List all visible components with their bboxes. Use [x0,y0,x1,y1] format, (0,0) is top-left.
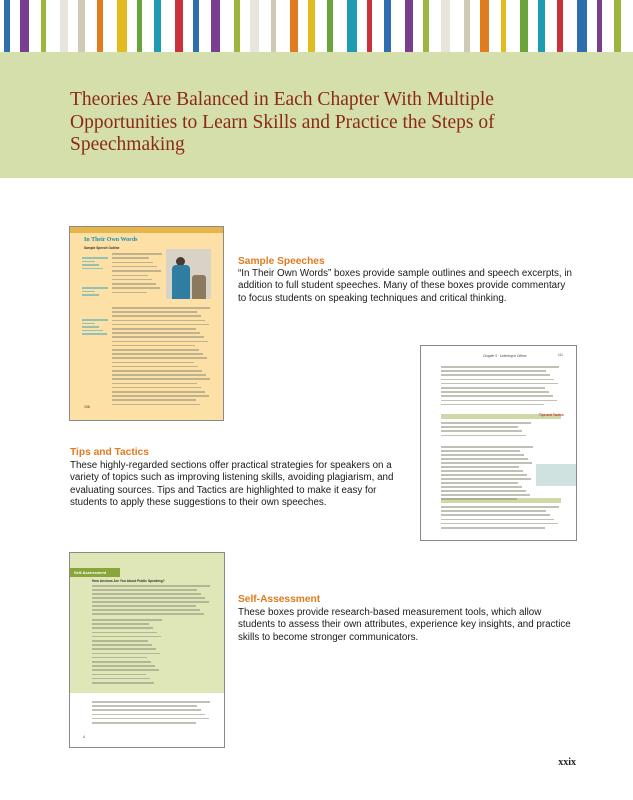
stripe [384,0,391,52]
text-line [441,519,554,521]
text-line [82,261,95,263]
text-line [82,323,95,325]
text-line [112,370,202,372]
text-line [112,395,209,397]
text-line [112,328,196,330]
text-line [441,498,517,500]
text-line [82,291,95,293]
stripe [327,0,333,52]
text-line [92,609,200,611]
text-line [82,333,107,335]
text-line [441,527,545,529]
text-line [92,632,157,634]
text-line [112,279,152,281]
text-line [92,623,149,625]
self-assessment-heading: Self-Assessment [238,594,321,605]
text-line [441,366,559,368]
thumbnail-subtitle: Sample Speech Outline [84,246,120,250]
text-line [92,636,161,638]
text-line [112,345,195,347]
text-line [112,353,203,355]
thumbnail-page-number: 106 [84,405,90,409]
stripe [41,0,46,52]
tips-sidebar-box [536,464,576,486]
text-line [441,400,557,402]
text-line [112,324,209,326]
text-line [441,470,523,472]
text-line [441,506,559,508]
photo-of-speaker [166,249,211,299]
stripe [520,0,528,52]
page-title: Theories Are Balanced in Each Chapter With Multiple Opportunities to Learn Skills and Practice the Steps of Speechmaking [70,89,495,155]
text-line [441,510,546,512]
stripe [78,0,85,52]
text-line [92,661,151,663]
tips-tag: Tips and Tactics [539,413,564,417]
text-line [92,640,148,642]
text-line [441,490,526,492]
stripe [154,0,161,52]
text-line [112,275,148,277]
text-line [441,446,533,448]
text-line [441,387,545,389]
stripe [308,0,315,52]
text-line [441,486,522,488]
text-line [441,430,522,432]
text-line [112,357,207,359]
text-line [92,669,159,671]
assessment-band-label: Self-Assessment [74,570,107,575]
text-line [92,585,210,587]
text-line [92,722,196,724]
text-line [441,514,550,516]
thumbnail-page-number: 111 [558,353,563,357]
stripe [117,0,127,52]
text-line [441,383,558,385]
text-line [92,648,156,650]
text-line [112,315,201,317]
text-line [92,593,201,595]
text-line [82,264,99,266]
text-line [82,257,108,259]
stripe [557,0,563,52]
text-line [112,362,194,364]
text-line [92,714,205,716]
text-line [92,619,162,621]
thumbnail-page-number: 4 [83,735,85,739]
text-line [92,644,152,646]
text-line [112,292,147,294]
thumbnail-top-bar [70,227,224,233]
assessment-title: How Anxious Are You About Public Speaking? [92,579,165,583]
stripe [614,0,621,52]
stripe [20,0,29,52]
text-line [112,266,157,268]
text-line [82,319,108,321]
text-line [441,466,519,468]
stripe [538,0,545,52]
text-line [441,395,553,397]
stripe [405,0,413,52]
text-line [441,379,554,381]
stripe [175,0,183,52]
text-line [112,366,198,368]
stripe [347,0,357,52]
text-line [112,257,149,259]
text-line [92,665,155,667]
self-assessment-thumbnail [69,552,225,748]
text-line [112,349,199,351]
text-line [82,326,99,328]
text-line [92,597,205,599]
text-line [441,404,544,406]
text-line [441,482,518,484]
text-line [441,454,524,456]
text-line [92,589,197,591]
stripe [290,0,298,52]
text-line [82,268,103,270]
text-line [441,422,531,424]
text-line [92,627,153,629]
text-line [92,601,209,603]
stripe [4,0,10,52]
text-line [92,718,209,720]
text-line [441,458,528,460]
text-line [92,613,204,615]
stripe [597,0,602,52]
text-line [82,287,108,289]
text-line [92,701,210,703]
text-line [112,387,201,389]
text-line [112,404,200,406]
text-line [112,287,160,289]
text-line [441,370,546,372]
text-line [112,378,210,380]
stripe [441,0,450,52]
text-line [112,307,210,309]
text-line [441,426,518,428]
text-line [441,435,526,437]
text-line [112,336,204,338]
text-line [112,283,156,285]
text-line [441,478,531,480]
stripe [464,0,470,52]
text-line [441,474,527,476]
tips-tactics-body: These highly-regarded sections offer practical strategies for speakers on a variety of topics such as improving listening skills, avoiding plagiarism, and evaluating sources. Tips and Tactics are highlighted to make it easy for students to apply these suggestions to their own speeches. [70,460,394,509]
text-line [112,332,200,334]
sample-speeches-body: “In Their Own Words” boxes provide sample outlines and speech excerpts, in addition to full student speeches. Many of these boxes provide commentary to focus students on speaking techniques and critical thinking. [238,268,572,304]
text-line [112,391,205,393]
text-line [112,311,197,313]
stripe [480,0,489,52]
text-line [92,709,201,711]
text-line [82,330,103,332]
text-line [112,383,197,385]
text-line [82,294,99,296]
stripe [234,0,240,52]
thumbnail-chapter-header: Chapter 5 · Listening to Others [483,354,527,358]
text-line [112,320,205,322]
stripe [423,0,429,52]
stripe [193,0,199,52]
text-line [92,657,147,659]
stripe [137,0,142,52]
stripe [271,0,276,52]
text-line [92,705,197,707]
text-line [441,374,550,376]
stripe [97,0,103,52]
tips-tactics-heading: Tips and Tactics [70,447,149,458]
sample-speeches-heading: Sample Speeches [238,256,325,267]
text-line [92,678,150,680]
text-line [112,253,162,255]
text-line [441,494,530,496]
stripe [501,0,506,52]
text-line [441,523,558,525]
decorative-stripes [0,0,633,52]
thumbnail-title: In Their Own Words [84,237,138,243]
text-line [112,262,153,264]
text-line [92,674,146,676]
text-line [92,653,160,655]
text-line [112,374,206,376]
text-line [441,450,520,452]
sample-speech-thumbnail [69,226,224,421]
stripe [60,0,68,52]
stripe [250,0,259,52]
self-assessment-body: These boxes provide research-based measurement tools, which allow students to assess their own attributes, experience key insights, and practice skills to become stronger communicators. [238,607,571,643]
stripe [577,0,587,52]
stripe [367,0,372,52]
text-line [92,605,196,607]
text-line [92,682,154,684]
text-line [441,391,549,393]
page-number: xxix [558,757,576,768]
text-line [112,270,161,272]
tips-tactics-thumbnail [420,345,577,541]
stripe [211,0,220,52]
text-line [112,399,196,401]
text-line [441,462,532,464]
text-line [112,341,208,343]
